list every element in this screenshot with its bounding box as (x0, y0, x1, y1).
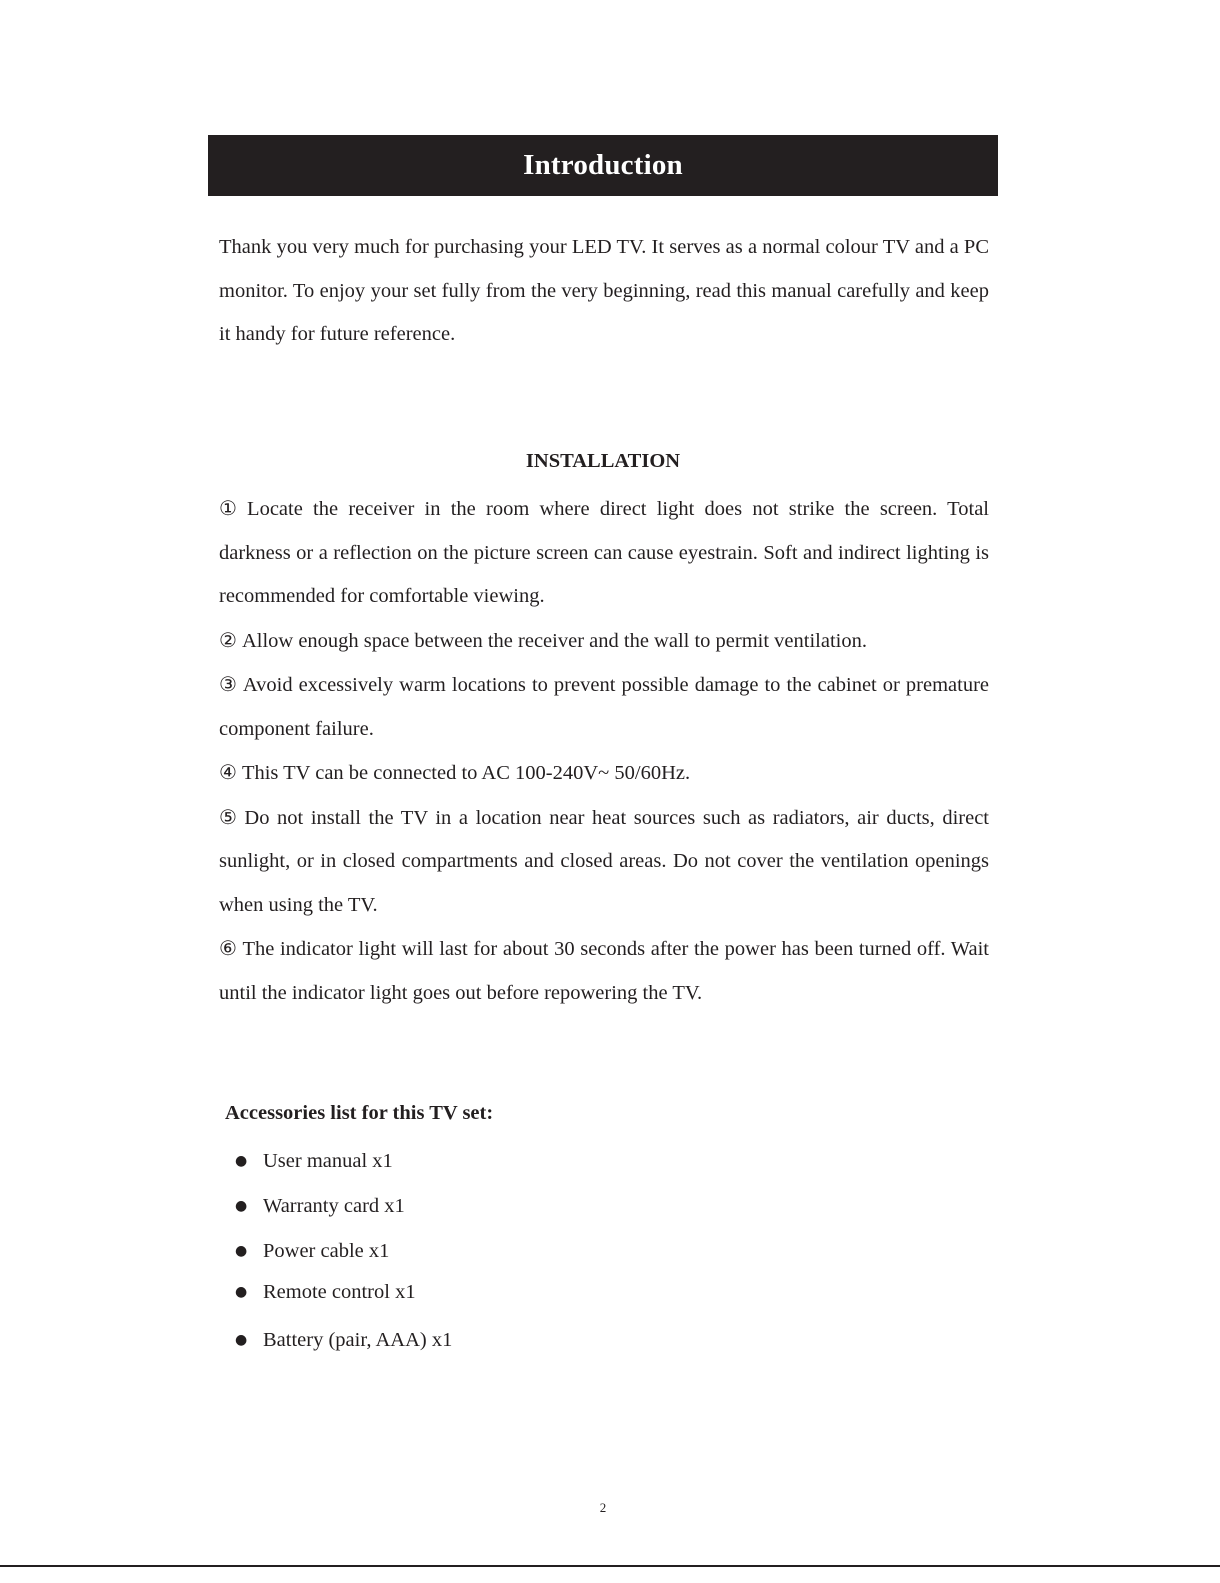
bullet-icon: ● (235, 1153, 248, 1169)
installation-item-text: Locate the receiver in the room where direct light does not strike the screen. Total darkness or a reflection on the picture screen can cause eyestrain. Soft and indirect lighting is recommended for comfortable viewing. (219, 498, 989, 607)
item-number-marker: ⑥ (219, 936, 238, 960)
installation-item-text: This TV can be connected to AC 100-240V~ 50/60Hz. (241, 762, 691, 784)
accessory-item-text: User manual x1 (263, 1150, 393, 1172)
installation-item (219, 487, 989, 619)
item-number-marker: ① (219, 496, 243, 520)
installation-item (219, 663, 989, 751)
installation-title: INSTALLATION (525, 450, 681, 472)
installation-item-text: Avoid excessively warm locations to prevent possible damage to the cabinet or premature component failure. (219, 674, 990, 740)
item-number-marker: ② (219, 627, 237, 652)
bullet-icon: ● (235, 1284, 248, 1300)
bullet-icon: ● (235, 1243, 248, 1259)
page-number: 2 (599, 1500, 607, 1515)
accessory-item (235, 1240, 389, 1263)
section-header-bar (208, 135, 998, 196)
installation-item (219, 927, 989, 1015)
page-bottom-divider (0, 1565, 1220, 1567)
installation-item (219, 751, 989, 796)
bullet-icon: ● (235, 1198, 248, 1214)
bullet-icon: ● (235, 1332, 248, 1348)
installation-list (219, 487, 989, 1015)
installation-item-text: Do not install the TV in a location near heat sources such as radiators, air ducts, direct sunlight, or in closed compartments and closed areas. Do not cover the ventilation openings when using the TV. (219, 806, 989, 916)
accessory-item-text: Battery (pair, AAA) x1 (263, 1329, 453, 1351)
page-title: Introduction (523, 149, 683, 181)
installation-item-text: Allow enough space between the receiver and the wall to permit ventilation. (241, 629, 867, 652)
accessory-item-text: Power cable x1 (263, 1240, 390, 1262)
accessory-item-text: Warranty card x1 (263, 1195, 405, 1217)
installation-item-text: The indicator light will last for about 30 seconds after the power has been turned off. Wait until the indicator light goes out before repowering the TV. (219, 938, 989, 1004)
installation-item (219, 619, 989, 664)
accessory-item (235, 1281, 416, 1304)
item-number-marker: ③ (219, 672, 238, 696)
item-number-marker: ④ (219, 760, 237, 784)
installation-item (219, 796, 989, 928)
accessory-item (235, 1150, 393, 1173)
accessory-item (235, 1329, 452, 1352)
accessory-item (235, 1195, 405, 1218)
intro-paragraph: Thank you very much for purchasing your LED TV. It serves as a normal colour TV and a PC monitor. To enjoy your set fully from the very beginning, read this manual carefully and keep it handy for future reference. (219, 236, 989, 345)
item-number-marker: ⑤ (219, 804, 240, 829)
accessories-title: Accessories list for this TV set: (225, 1102, 494, 1124)
accessory-item-text: Remote control x1 (263, 1281, 416, 1303)
